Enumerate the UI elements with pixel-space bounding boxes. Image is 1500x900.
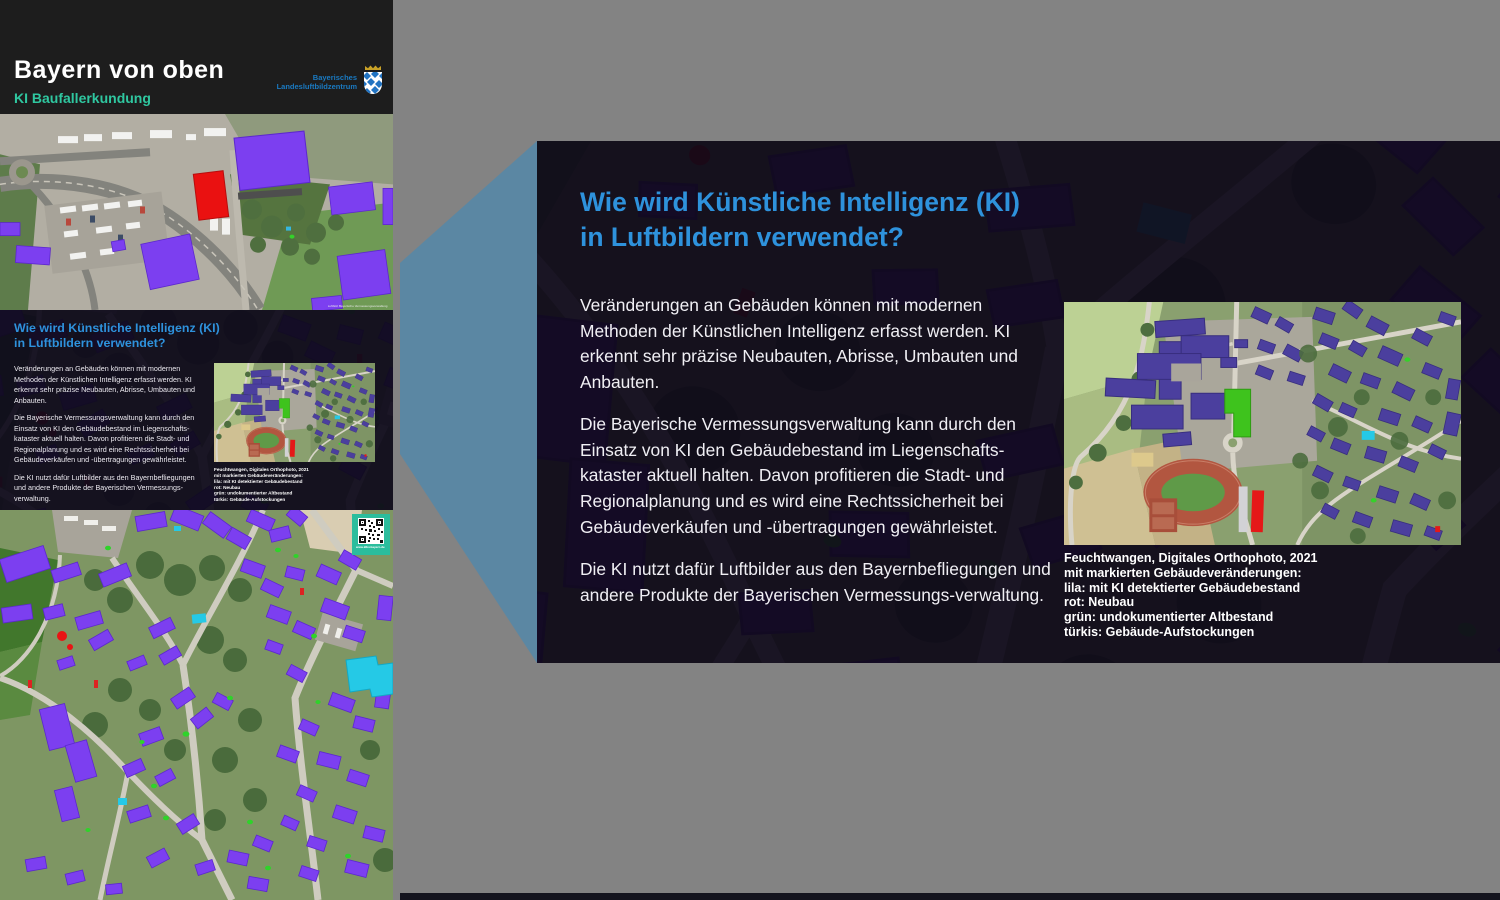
poster-panel — [0, 0, 393, 900]
caption-line: Feuchtwangen, Digitales Orthophoto, 2021 — [1064, 551, 1318, 565]
section-thumbnail-orthophoto — [214, 363, 375, 462]
poster-text-section — [0, 310, 393, 510]
agency-logo-text: Bayerisches Landesluftbildzentrum — [276, 73, 357, 91]
caption-line: grün: undokumentierter Altbestand — [214, 490, 293, 496]
panel-heading: Wie wird Künstliche Intelligenz (KI) in Luftbildern verwendet? — [580, 187, 1020, 252]
bottom-edge-strip — [400, 893, 1500, 900]
qr-code-pattern — [358, 518, 384, 544]
bavaria-shield-icon — [361, 64, 385, 100]
caption-line: Feuchtwangen, Digitales Orthophoto, 2021 — [214, 467, 309, 473]
agency-logo — [277, 64, 385, 100]
caption-line: türkis: Gebäude-Aufstockungen — [1064, 624, 1255, 639]
caption-line: grün: undokumentierter Altbestand — [1064, 610, 1274, 624]
magnified-section-panel — [537, 141, 1500, 663]
qr-caption: www.ldbv.bayern.de — [356, 546, 385, 549]
orthophoto-figure — [1064, 302, 1461, 545]
panel-body — [580, 293, 1058, 625]
poster-subtitle: KI Baufallerkundung — [14, 90, 151, 106]
aerial-photo-top — [0, 114, 393, 310]
caption-line: rot: Neubau — [1064, 595, 1135, 610]
photo-credit: Luftbild: Bayerische Vermessungsverwaltung — [327, 305, 387, 308]
panel-paragraph-2: Die Bayerische Vermessungsverwaltung kann durch den Einsatz von KI den Gebäudebestand im Liegenschafts-kataster aktuell halten. Davon profitieren die Stadt- und Regionalplanung und es wird eine Rechtssicherheit bei Gebäudeverkäufen und -übertragungen gewährleistet. — [580, 414, 1016, 537]
caption-line: türkis: Gebäude-Aufstockungen — [214, 496, 286, 502]
caption-line: lila: mit KI detektierter Gebäudebestand — [214, 478, 303, 484]
caption-line: mit markierten Gebäudeveränderungen: — [214, 472, 303, 479]
panel-paragraph-1: Veränderungen an Gebäuden können mit modernen Methoden der Künstlichen Intelligenz erfasst werden. KI erkennt sehr präzise Neubauten, Abrisse, Umbauten und Anbauten. — [580, 295, 1018, 392]
poster-title: Bayern von oben — [14, 56, 225, 84]
orthophoto-caption — [1064, 551, 1318, 640]
poster-header — [0, 0, 393, 114]
caption-line: mit markierten Gebäudeveränderungen: — [1064, 565, 1302, 580]
section-paragraph-2: Die Bayerische Vermessungsverwaltung kann durch den Einsatz von KI den Gebäudebestand im Liegenschafts-kataster aktuell halten. Davon profitieren die Stadt- und Regionalplanung und es wird eine Rechtssicherheit bei Gebäudeverkäufen und -übertragungen gewährleistet. — [14, 413, 195, 465]
aerial-photo-bottom — [0, 510, 393, 900]
section-paragraph-1: Veränderungen an Gebäuden können mit modernen Methoden der Künstlichen Intelligenz erfasst werden. KI erkennt sehr präzise Neubauten, Abrisse, Umbauten und Anbauten. — [14, 364, 195, 405]
section-body — [14, 364, 208, 510]
section-heading: Wie wird Künstliche Intelligenz (KI) in Luftbildern verwendet? — [14, 321, 220, 351]
panel-paragraph-3: Die KI nutzt dafür Luftbilder aus den Bayernbefliegungen und andere Produkte der Bayerischen Vermessungs-verwaltung. — [580, 559, 1051, 605]
section-paragraph-3: Die KI nutzt dafür Luftbilder aus den Bayernbefliegungen und andere Produkte der Bayerischen Vermessungs-verwaltung. — [14, 472, 195, 503]
caption-line: rot: Neubau — [214, 484, 241, 490]
caption-line: lila: mit KI detektierter Gebäudebestand — [1064, 580, 1301, 595]
section-thumbnail-caption — [214, 467, 391, 502]
qr-code — [352, 514, 390, 555]
